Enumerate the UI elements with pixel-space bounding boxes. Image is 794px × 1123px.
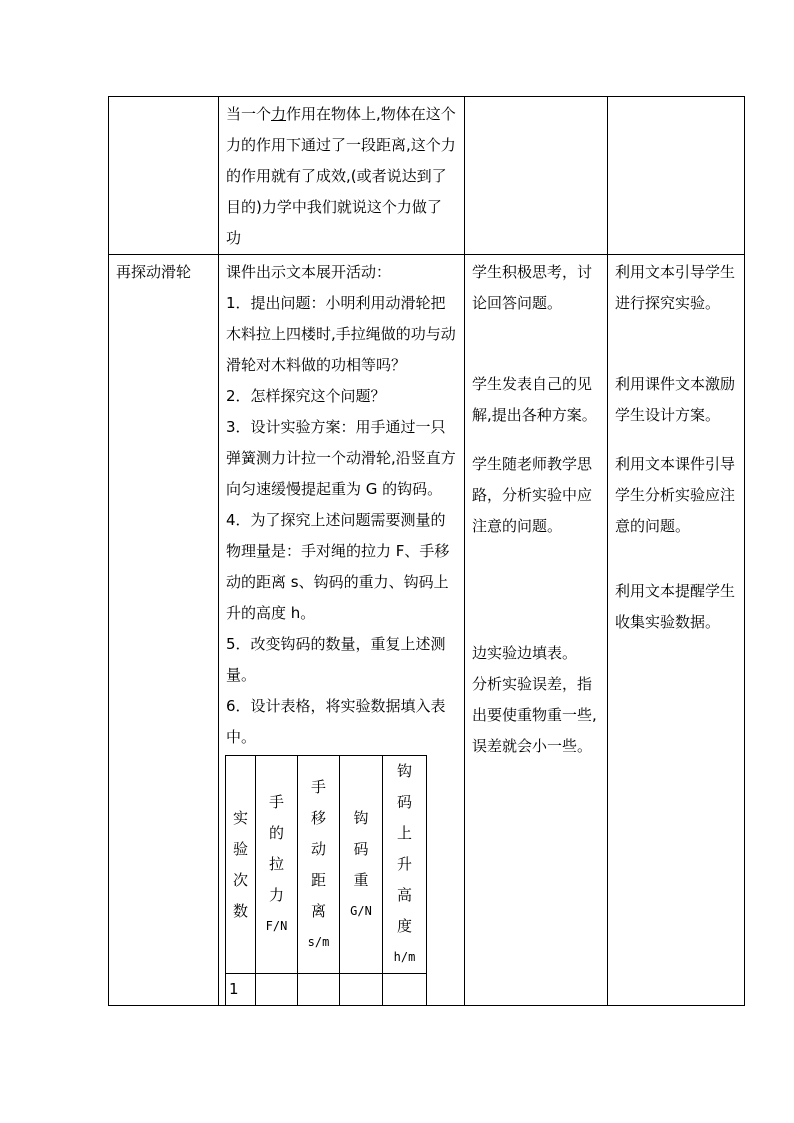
row1-design-cell — [608, 97, 745, 255]
step-2: 2．怎样探究这个问题？ — [226, 387, 386, 405]
row1-content-cell — [219, 97, 465, 255]
data-cell — [298, 974, 340, 1006]
header-unit: h/m — [393, 950, 416, 964]
data-table-header-row — [226, 756, 427, 974]
student-activity-cell — [465, 255, 608, 1006]
table-row — [109, 97, 745, 255]
data-cell: 1 — [226, 974, 256, 1006]
row1-student-cell — [465, 97, 608, 255]
work-definition-text: 当一个力作用在物体上,物体在这个力的作用下通过了一段距离,这个力的作用就有了成效,(或者说达到了目的)力学中我们就说这个力做了功 — [226, 105, 456, 247]
activity-content-cell — [219, 255, 465, 1006]
step-3: 3．设计实验方案：用手通过一只弹簧测力计拉一个动滑轮,沿竖直方向匀速缓慢提起重为 G 的钩码。 — [226, 418, 456, 498]
header-hand-distance — [298, 756, 340, 974]
header-weight — [340, 756, 383, 974]
header-unit: G/N — [350, 903, 372, 918]
section-title: 再探动滑轮 — [109, 255, 219, 1006]
header-unit: F/N — [265, 919, 288, 933]
student-activity-2: 学生发表自己的见解,提出各种方案。 — [472, 375, 597, 424]
table-row — [109, 255, 745, 1006]
header-text: 实 验 次 数 — [232, 808, 248, 920]
header-unit: s/m — [307, 934, 330, 949]
design-intent-4: 利用文本提醒学生收集实验数据。 — [615, 582, 736, 631]
data-cell — [256, 974, 298, 1006]
row1-section-cell — [109, 97, 219, 255]
underlined-word: 力 — [271, 105, 287, 123]
header-lift-height — [383, 756, 427, 974]
student-activity-5: 分析实验误差，指出要使重物重一些,误差就会小一些。 — [472, 675, 597, 755]
lesson-table — [108, 96, 745, 1006]
student-activity-3: 学生随老师教学思路，分析实验中应注意的问题。 — [472, 455, 593, 535]
data-cell — [340, 974, 383, 1006]
student-activity-1: 学生积极思考，讨论回答问题。 — [472, 263, 593, 312]
step-6: 6．设计表格，将实验数据填入表中。 — [226, 697, 446, 746]
step-4: 4．为了探究上述问题需要测量的物理量是：手对绳的拉力 F、手移动的距离 s、钩码的重力、钩码上升的高度 h。 — [226, 511, 450, 622]
data-table-row — [226, 974, 427, 1006]
design-intent-3: 利用文本课件引导学生分析实验应注意的问题。 — [615, 455, 736, 535]
header-text: 手 移 动 距 离 — [310, 777, 326, 920]
step-1: 1．提出问题：小明利用动滑轮把木料拉上四楼时,手拉绳做的功与动滑轮对木料做的功相等吗？ — [226, 294, 456, 374]
experiment-data-table — [225, 755, 427, 1006]
student-activity-4: 边实验边填表。 — [472, 644, 578, 662]
design-intent-cell — [608, 255, 745, 1006]
header-pull-force — [256, 756, 298, 974]
header-text: 钩 码 上 升 高 度 — [396, 762, 412, 935]
step-5: 5．改变钩码的数量，重复上述测量。 — [226, 635, 446, 684]
header-text: 手 的 拉 力 — [268, 793, 284, 904]
design-intent-2: 利用课件文本激励学生设计方案。 — [615, 375, 736, 424]
design-intent-1: 利用文本引导学生进行探究实验。 — [615, 263, 736, 312]
header-text: 钩 码 重 — [353, 808, 369, 889]
header-trial-number — [226, 756, 256, 974]
activity-intro: 课件出示文本展开活动： — [226, 263, 392, 281]
data-cell — [383, 974, 427, 1006]
